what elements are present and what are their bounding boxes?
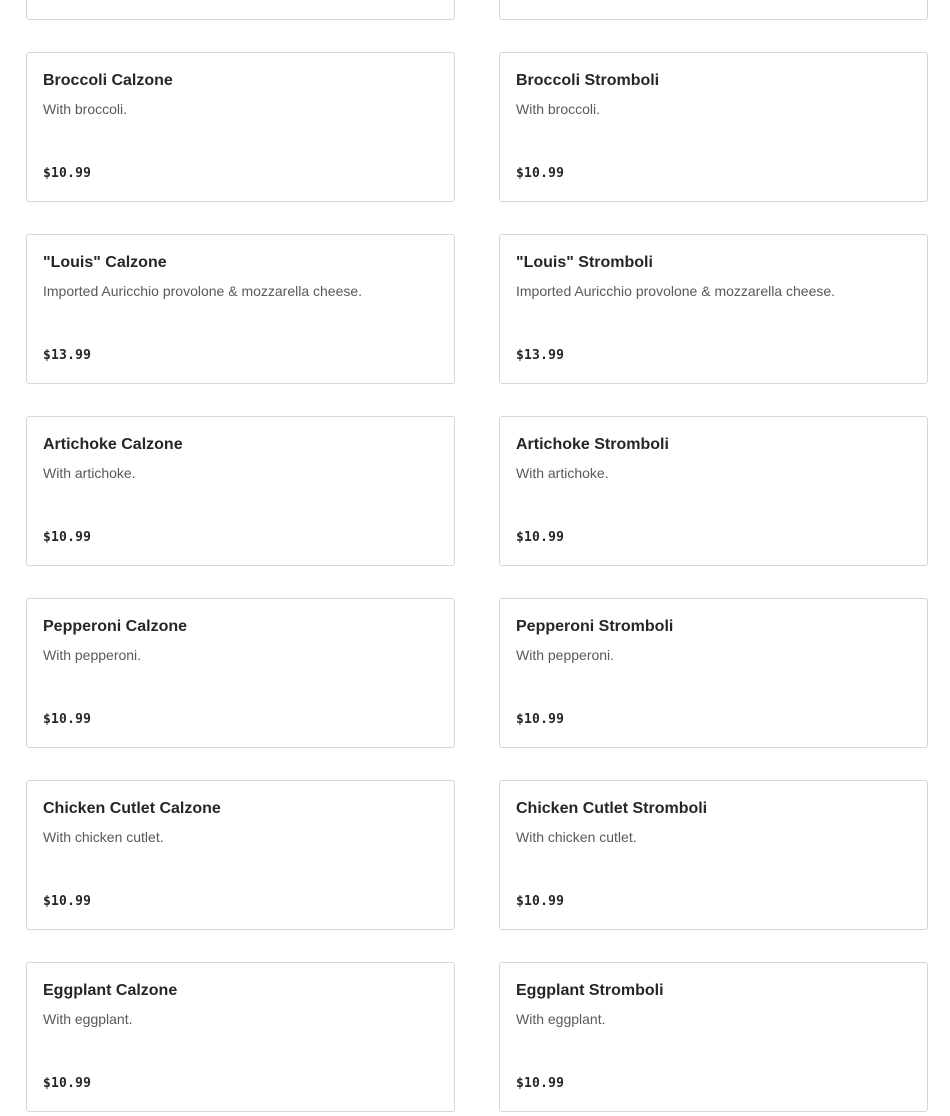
menu-item-card[interactable]: [26, 52, 455, 202]
menu-item-price: $10.99: [43, 530, 92, 545]
menu-item-price: $10.99: [516, 894, 565, 909]
menu-item-name: Chicken Cutlet Stromboli: [516, 800, 708, 817]
menu-item-price: $10.99: [516, 712, 565, 727]
menu-item-price: $10.99: [43, 894, 92, 909]
menu-item-card[interactable]: [499, 598, 928, 748]
menu-item-price: $13.99: [516, 348, 565, 363]
menu-item-price: $10.99: [43, 712, 92, 727]
menu-item-description: With chicken cutlet.: [43, 829, 164, 845]
menu-item-description: With broccoli.: [43, 101, 128, 117]
menu-item-description: With eggplant.: [516, 1011, 606, 1027]
menu-item-name: Pepperoni Calzone: [43, 618, 188, 635]
menu-item-card[interactable]: [26, 780, 455, 930]
menu-item-name: Broccoli Stromboli: [516, 72, 660, 89]
menu-item-card[interactable]: [499, 52, 928, 202]
menu-item-card[interactable]: [26, 962, 455, 1112]
menu-item-card[interactable]: [26, 416, 455, 566]
menu-item-description: With pepperoni.: [516, 647, 615, 663]
menu-item-name: Artichoke Stromboli: [516, 436, 669, 453]
menu-item-card[interactable]: [26, 0, 455, 20]
menu-item-price: $10.99: [43, 166, 92, 181]
menu-item-description: With chicken cutlet.: [516, 829, 637, 845]
menu-item-description: With broccoli.: [516, 101, 601, 117]
menu-item-grid: [26, 0, 928, 1112]
menu-item-description: Imported Auricchio provolone & mozzarella cheese.: [516, 283, 836, 299]
menu-item-name: Eggplant Calzone: [43, 982, 178, 999]
menu-item-name: Broccoli Calzone: [43, 72, 173, 89]
menu-item-name: "Louis" Calzone: [43, 254, 167, 271]
menu-item-price: $10.99: [516, 166, 565, 181]
menu-item-name: Eggplant Stromboli: [516, 982, 664, 999]
menu-item-name: Chicken Cutlet Calzone: [43, 800, 221, 817]
menu-item-price: $10.99: [516, 530, 565, 545]
menu-item-price: $10.99: [43, 1076, 92, 1091]
menu-item-card[interactable]: [499, 0, 928, 20]
menu-item-description: With artichoke.: [43, 465, 136, 481]
menu-item-price: $13.99: [43, 348, 92, 363]
menu-item-name: "Louis" Stromboli: [516, 254, 653, 271]
menu-item-card[interactable]: [499, 234, 928, 384]
menu-item-card[interactable]: [499, 780, 928, 930]
menu-item-price: $10.99: [516, 1076, 565, 1091]
menu-item-card[interactable]: [26, 598, 455, 748]
menu-item-description: With artichoke.: [516, 465, 609, 481]
menu-item-description: Imported Auricchio provolone & mozzarella cheese.: [43, 283, 363, 299]
menu-item-card[interactable]: [499, 416, 928, 566]
menu-item-description: With pepperoni.: [43, 647, 142, 663]
menu-item-name: Artichoke Calzone: [43, 436, 183, 453]
menu-item-card[interactable]: [499, 962, 928, 1112]
menu-item-card[interactable]: [26, 234, 455, 384]
menu-item-description: With eggplant.: [43, 1011, 133, 1027]
menu-item-name: Pepperoni Stromboli: [516, 618, 674, 635]
